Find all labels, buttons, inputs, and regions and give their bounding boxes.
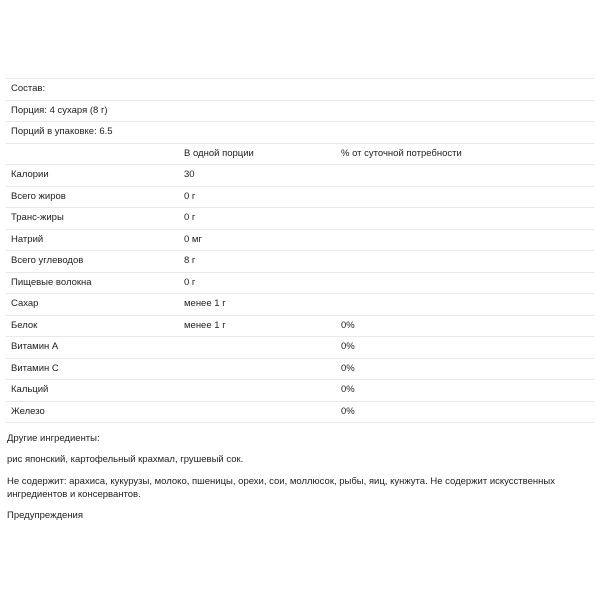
nutrient-amount: 0 мг — [184, 233, 202, 245]
nutrient-name: Всего жиров — [11, 190, 66, 202]
nutrient-name: Витамин А — [11, 341, 59, 352]
nutrient-name: Пищевые волокна — [11, 276, 92, 288]
composition-label: Состав: — [11, 83, 46, 94]
table-row — [6, 316, 594, 338]
table-row — [6, 294, 594, 316]
serving-size: Порция: 4 сухаря (8 г) — [11, 104, 108, 116]
servings-per-package-row — [6, 122, 594, 144]
nutrient-name: Кальций — [11, 384, 49, 395]
table-row — [6, 165, 594, 187]
nutrient-amount: менее 1 г — [184, 298, 226, 309]
nutrient-name: Витамин С — [11, 362, 59, 374]
ingredients-text: рис японский, картофельный крахмал, грушевый сок. — [7, 454, 244, 465]
table-row — [6, 337, 594, 359]
table-row — [6, 251, 594, 273]
nutrition-facts-table — [6, 78, 594, 423]
nutrient-name: Натрий — [11, 233, 44, 245]
nutrient-amount: 8 г — [184, 255, 196, 266]
nutrient-name: Сахар — [11, 298, 39, 309]
table-header-row — [6, 144, 594, 166]
warnings-label: Предупреждения — [7, 510, 83, 521]
table-row — [6, 359, 594, 381]
nutrient-amount: менее 1 г — [184, 319, 226, 331]
nutrient-amount: 30 — [184, 169, 195, 180]
table-row — [6, 208, 594, 230]
product-notes — [7, 432, 593, 522]
table-row — [6, 402, 594, 424]
nutrient-daily-value: 0% — [341, 341, 355, 352]
nutrient-amount: 0 г — [184, 276, 196, 288]
nutrient-amount: 0 г — [184, 190, 196, 202]
nutrient-name: Железо — [11, 405, 45, 417]
nutrient-daily-value: 0% — [341, 362, 355, 374]
composition-row — [6, 79, 594, 101]
nutrient-name: Всего углеводов — [11, 255, 84, 266]
table-row — [6, 380, 594, 402]
nutrient-amount: 0 г — [184, 212, 196, 223]
nutrient-daily-value: 0% — [341, 405, 355, 417]
nutrient-daily-value: 0% — [341, 319, 355, 331]
header-daily-value: % от суточной потребности — [341, 147, 462, 159]
nutrient-name: Калории — [11, 169, 49, 180]
other-ingredients-label: Другие ингредиенты: — [7, 433, 100, 444]
free-from-text: Не содержит: арахиса, кукурузы, молоко, пшеницы, орехи, сои, моллюсок, рыбы, яиц, кунжута. Не содержит искусственных ингредиентов и консервантов. — [7, 476, 555, 500]
serving-size-row — [6, 101, 594, 123]
table-row — [6, 187, 594, 209]
table-row — [6, 230, 594, 252]
servings-per-package: Порций в упаковке: 6.5 — [11, 126, 113, 137]
table-row — [6, 273, 594, 295]
nutrient-name: Транс-жиры — [11, 212, 64, 223]
nutrient-daily-value: 0% — [341, 384, 355, 395]
header-per-serving: В одной порции — [184, 147, 254, 159]
nutrient-name: Белок — [11, 319, 38, 331]
